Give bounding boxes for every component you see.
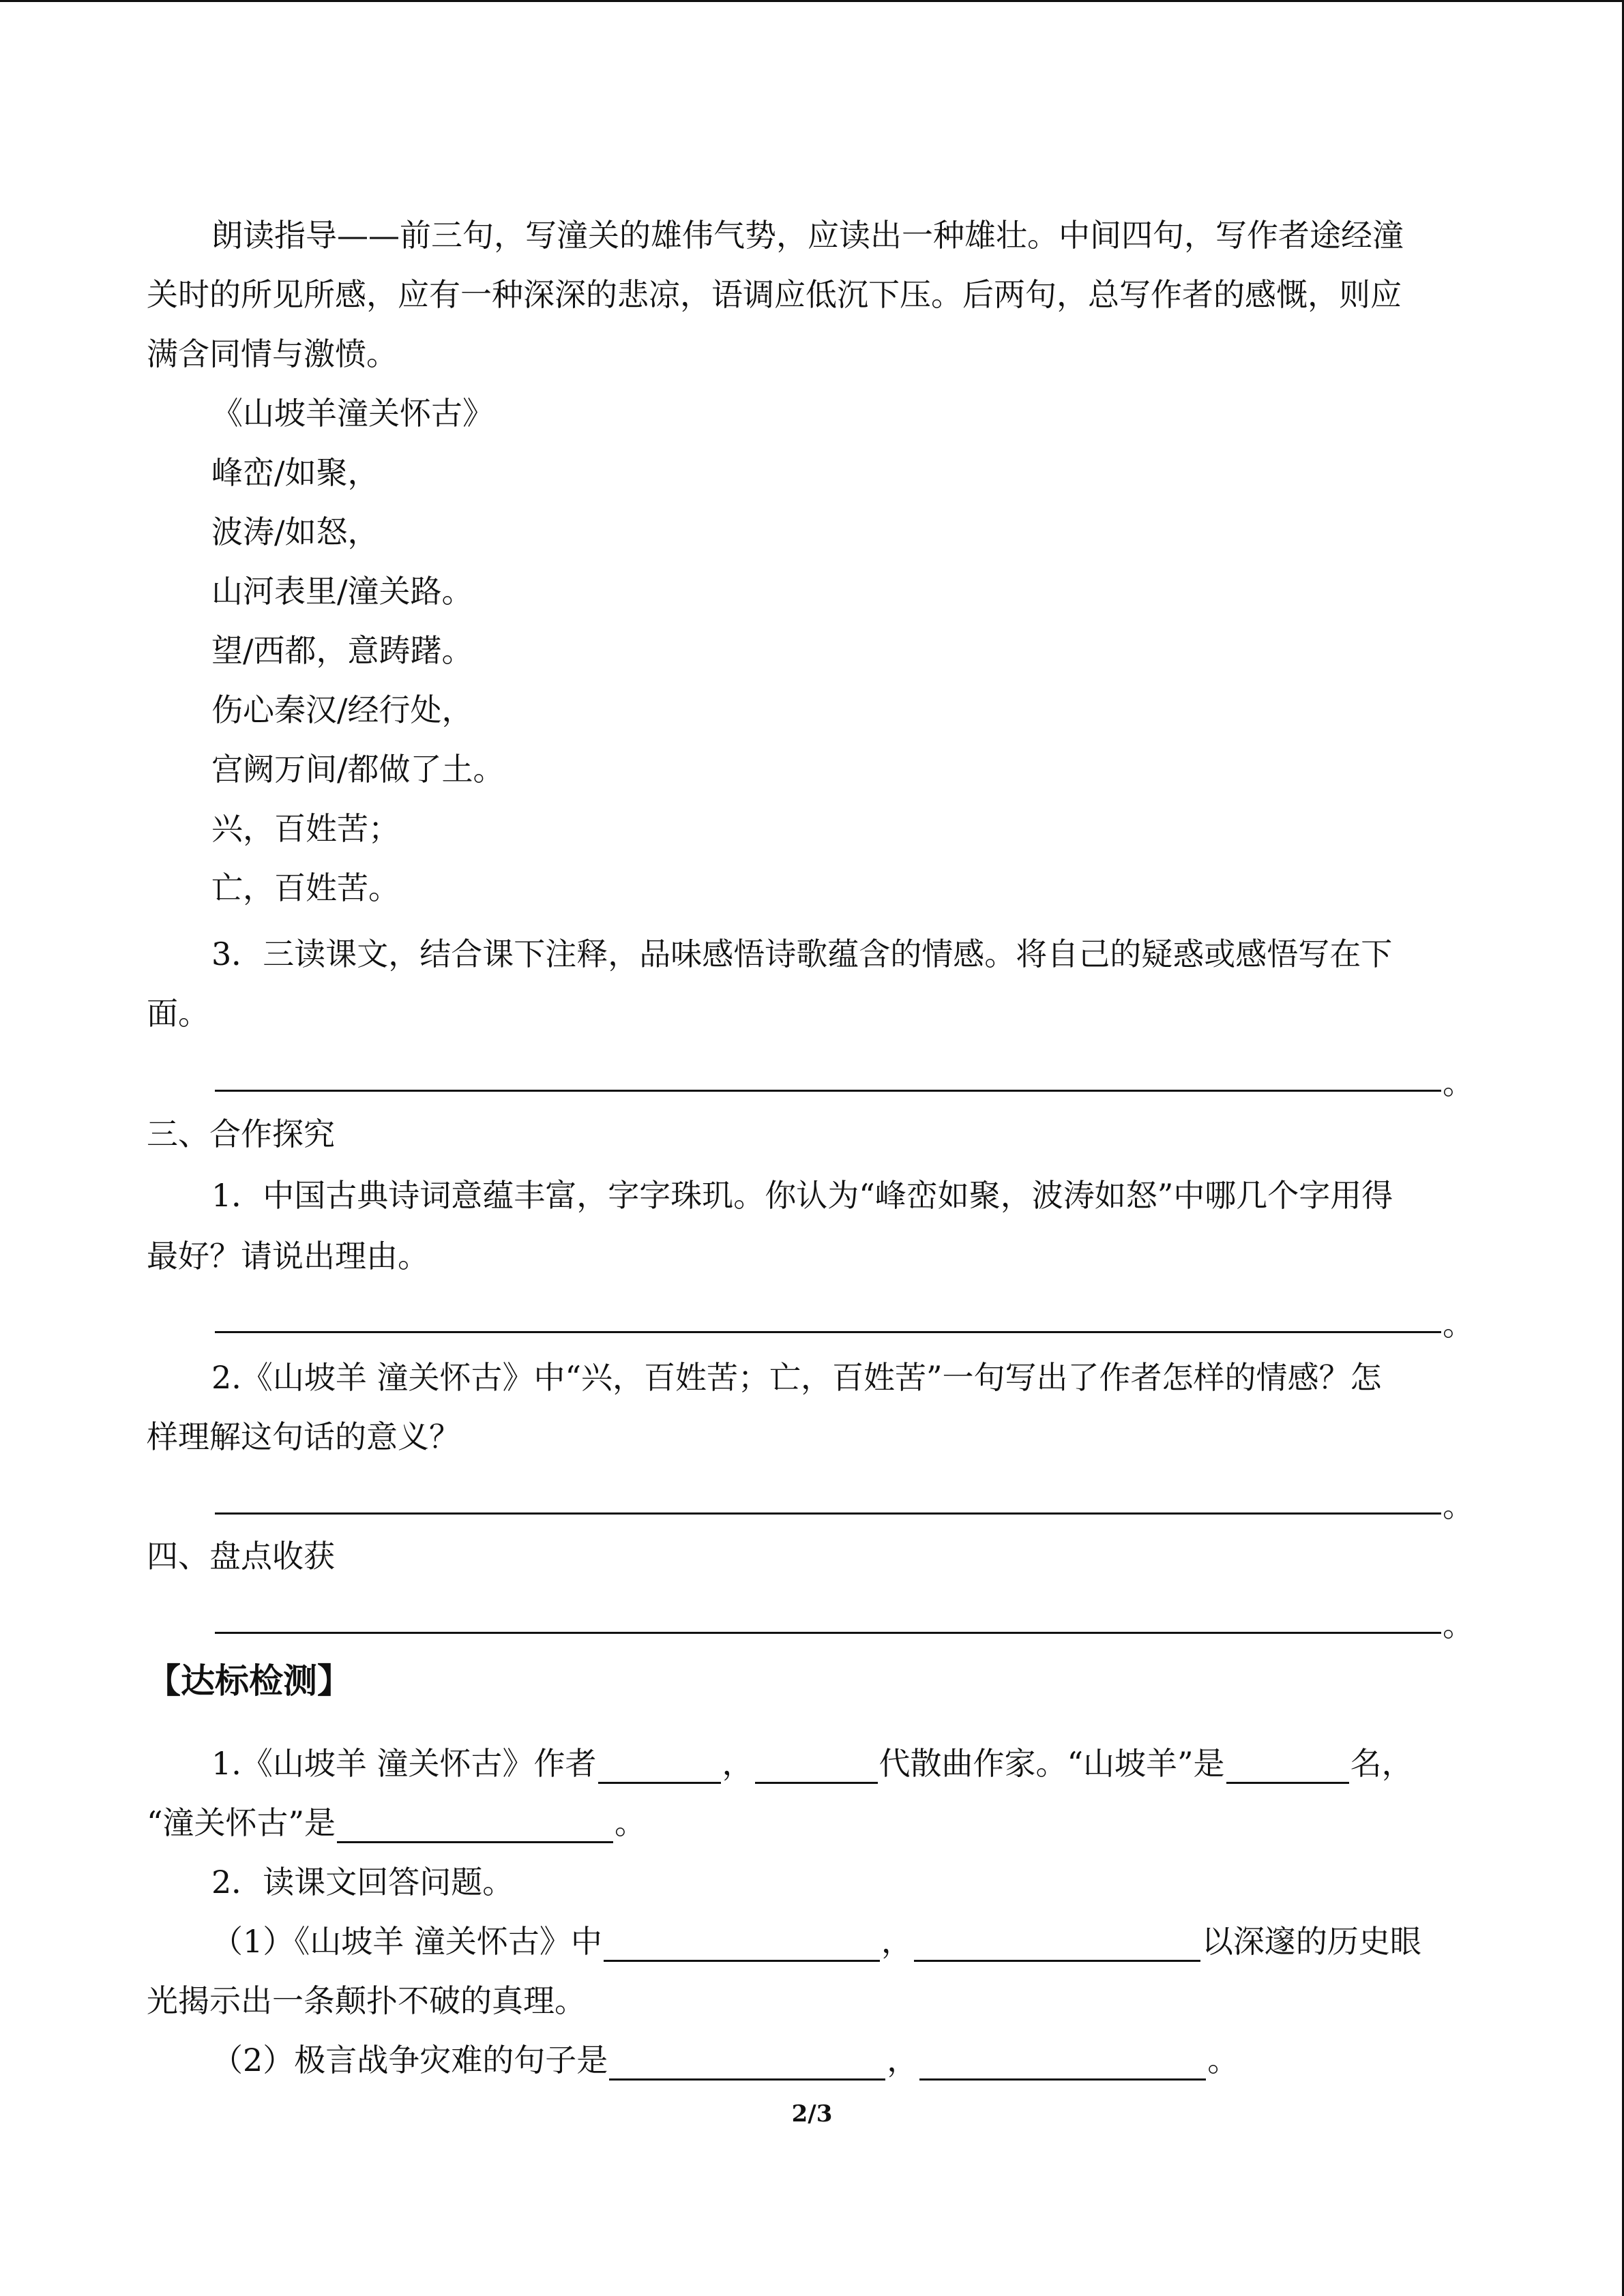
poem-line: 波涛/如怒， <box>211 513 379 550</box>
inquiry-q2-line-2: 样理解这句话的意义？ <box>147 1418 460 1455</box>
test-q2-1-line-1 <box>211 1921 1421 1962</box>
test-q2-1-text-b: 以深邃的历史眼 <box>1201 1923 1421 1960</box>
task-3-line-2: 面。 <box>147 995 209 1032</box>
top-border <box>0 0 1624 2</box>
answer-period: 。 <box>1443 1607 1474 1643</box>
inquiry-q1-line-1: 1．中国古典诗词意蕴丰富，字字珠玑。你认为“峰峦如聚，波涛如怒”中哪几个字用得 <box>211 1177 1393 1214</box>
blank-q2-1-b[interactable] <box>914 1928 1200 1962</box>
test-q1-text-b: 代散曲作家。“山坡羊”是 <box>879 1745 1225 1782</box>
test-heading: 【达标检测】 <box>147 1660 351 1701</box>
poem-line: 兴，百姓苦； <box>211 810 400 847</box>
test-q2-1-text-a: （1）《山坡羊 潼关怀古》中 <box>211 1923 602 1960</box>
section-heading-summary: 四、盘点收获 <box>147 1538 335 1575</box>
poem-line: 亡，百姓苦。 <box>211 869 400 906</box>
blank-q2-2-b[interactable] <box>919 2047 1206 2081</box>
section-heading-cooperative-inquiry: 三、合作探究 <box>147 1116 335 1152</box>
test-q1-text-a: 1.《山坡羊 潼关怀古》作者 <box>211 1745 597 1782</box>
test-q1-text-d: “潼关怀古”是 <box>147 1804 336 1841</box>
page-number: 2/3 <box>791 2100 833 2128</box>
poem-line: 伤心秦汉/经行处， <box>211 691 473 728</box>
separator: ， <box>881 1923 913 1960</box>
poem-line: 山河表里/潼关路。 <box>211 573 473 610</box>
task-3-line-1: 3．三读课文，结合课下注释，品味感悟诗歌蕴含的情感。将自己的疑惑或感悟写在下 <box>211 936 1393 972</box>
reading-guide-line-2: 关时的所见所感，应有一种深深的悲凉，语调应低沉下压。后两句，总写作者的感慨，则应 <box>147 276 1402 313</box>
separator: ， <box>722 1745 754 1782</box>
answer-line[interactable] <box>215 1512 1441 1515</box>
answer-period: 。 <box>1443 1064 1474 1101</box>
reading-guide-line-1: 朗读指导——前三句，写潼关的雄伟气势，应读出一种雄壮。中间四句，写作者途经潼 <box>211 217 1404 254</box>
inquiry-q1-line-2: 最好？请说出理由。 <box>147 1238 429 1274</box>
poem-title: 《山坡羊潼关怀古》 <box>211 395 494 432</box>
test-q1-line-2 <box>147 1802 646 1843</box>
answer-line[interactable] <box>215 1632 1441 1634</box>
blank-q2-2-a[interactable] <box>609 2047 885 2081</box>
blank-tune-name[interactable] <box>1226 1750 1349 1784</box>
blank-author[interactable] <box>598 1750 721 1784</box>
test-q2-2-line <box>211 2040 1239 2081</box>
period: 。 <box>1207 2042 1239 2078</box>
blank-title[interactable] <box>337 1810 613 1843</box>
test-q1-text-c: 名， <box>1350 1745 1413 1782</box>
blank-q2-1-a[interactable] <box>604 1928 880 1962</box>
test-q2: 2．读课文回答问题。 <box>211 1864 514 1900</box>
answer-period: 。 <box>1443 1306 1474 1343</box>
period: 。 <box>615 1804 647 1841</box>
test-q2-1-line-2: 光揭示出一条颠扑不破的真理。 <box>147 1982 586 2019</box>
poem-line: 宫阙万间/都做了土。 <box>211 751 505 788</box>
poem-line: 峰峦/如聚， <box>211 454 379 491</box>
separator: ， <box>887 2042 919 2078</box>
test-q2-2-text-a: （2）极言战争灾难的句子是 <box>211 2042 608 2078</box>
answer-line[interactable] <box>215 1331 1441 1333</box>
inquiry-q2-line-1: 2.《山坡羊 潼关怀古》中“兴，百姓苦；亡，百姓苦”一句写出了作者怎样的情感？怎 <box>211 1359 1382 1396</box>
blank-dynasty[interactable] <box>755 1750 878 1784</box>
answer-period: 。 <box>1443 1487 1474 1524</box>
reading-guide-line-3: 满含同情与激愤。 <box>147 336 398 372</box>
poem-line: 望/西都，意踌躇。 <box>211 632 473 669</box>
test-q1-line-1 <box>211 1743 1413 1784</box>
answer-line[interactable] <box>215 1090 1441 1092</box>
